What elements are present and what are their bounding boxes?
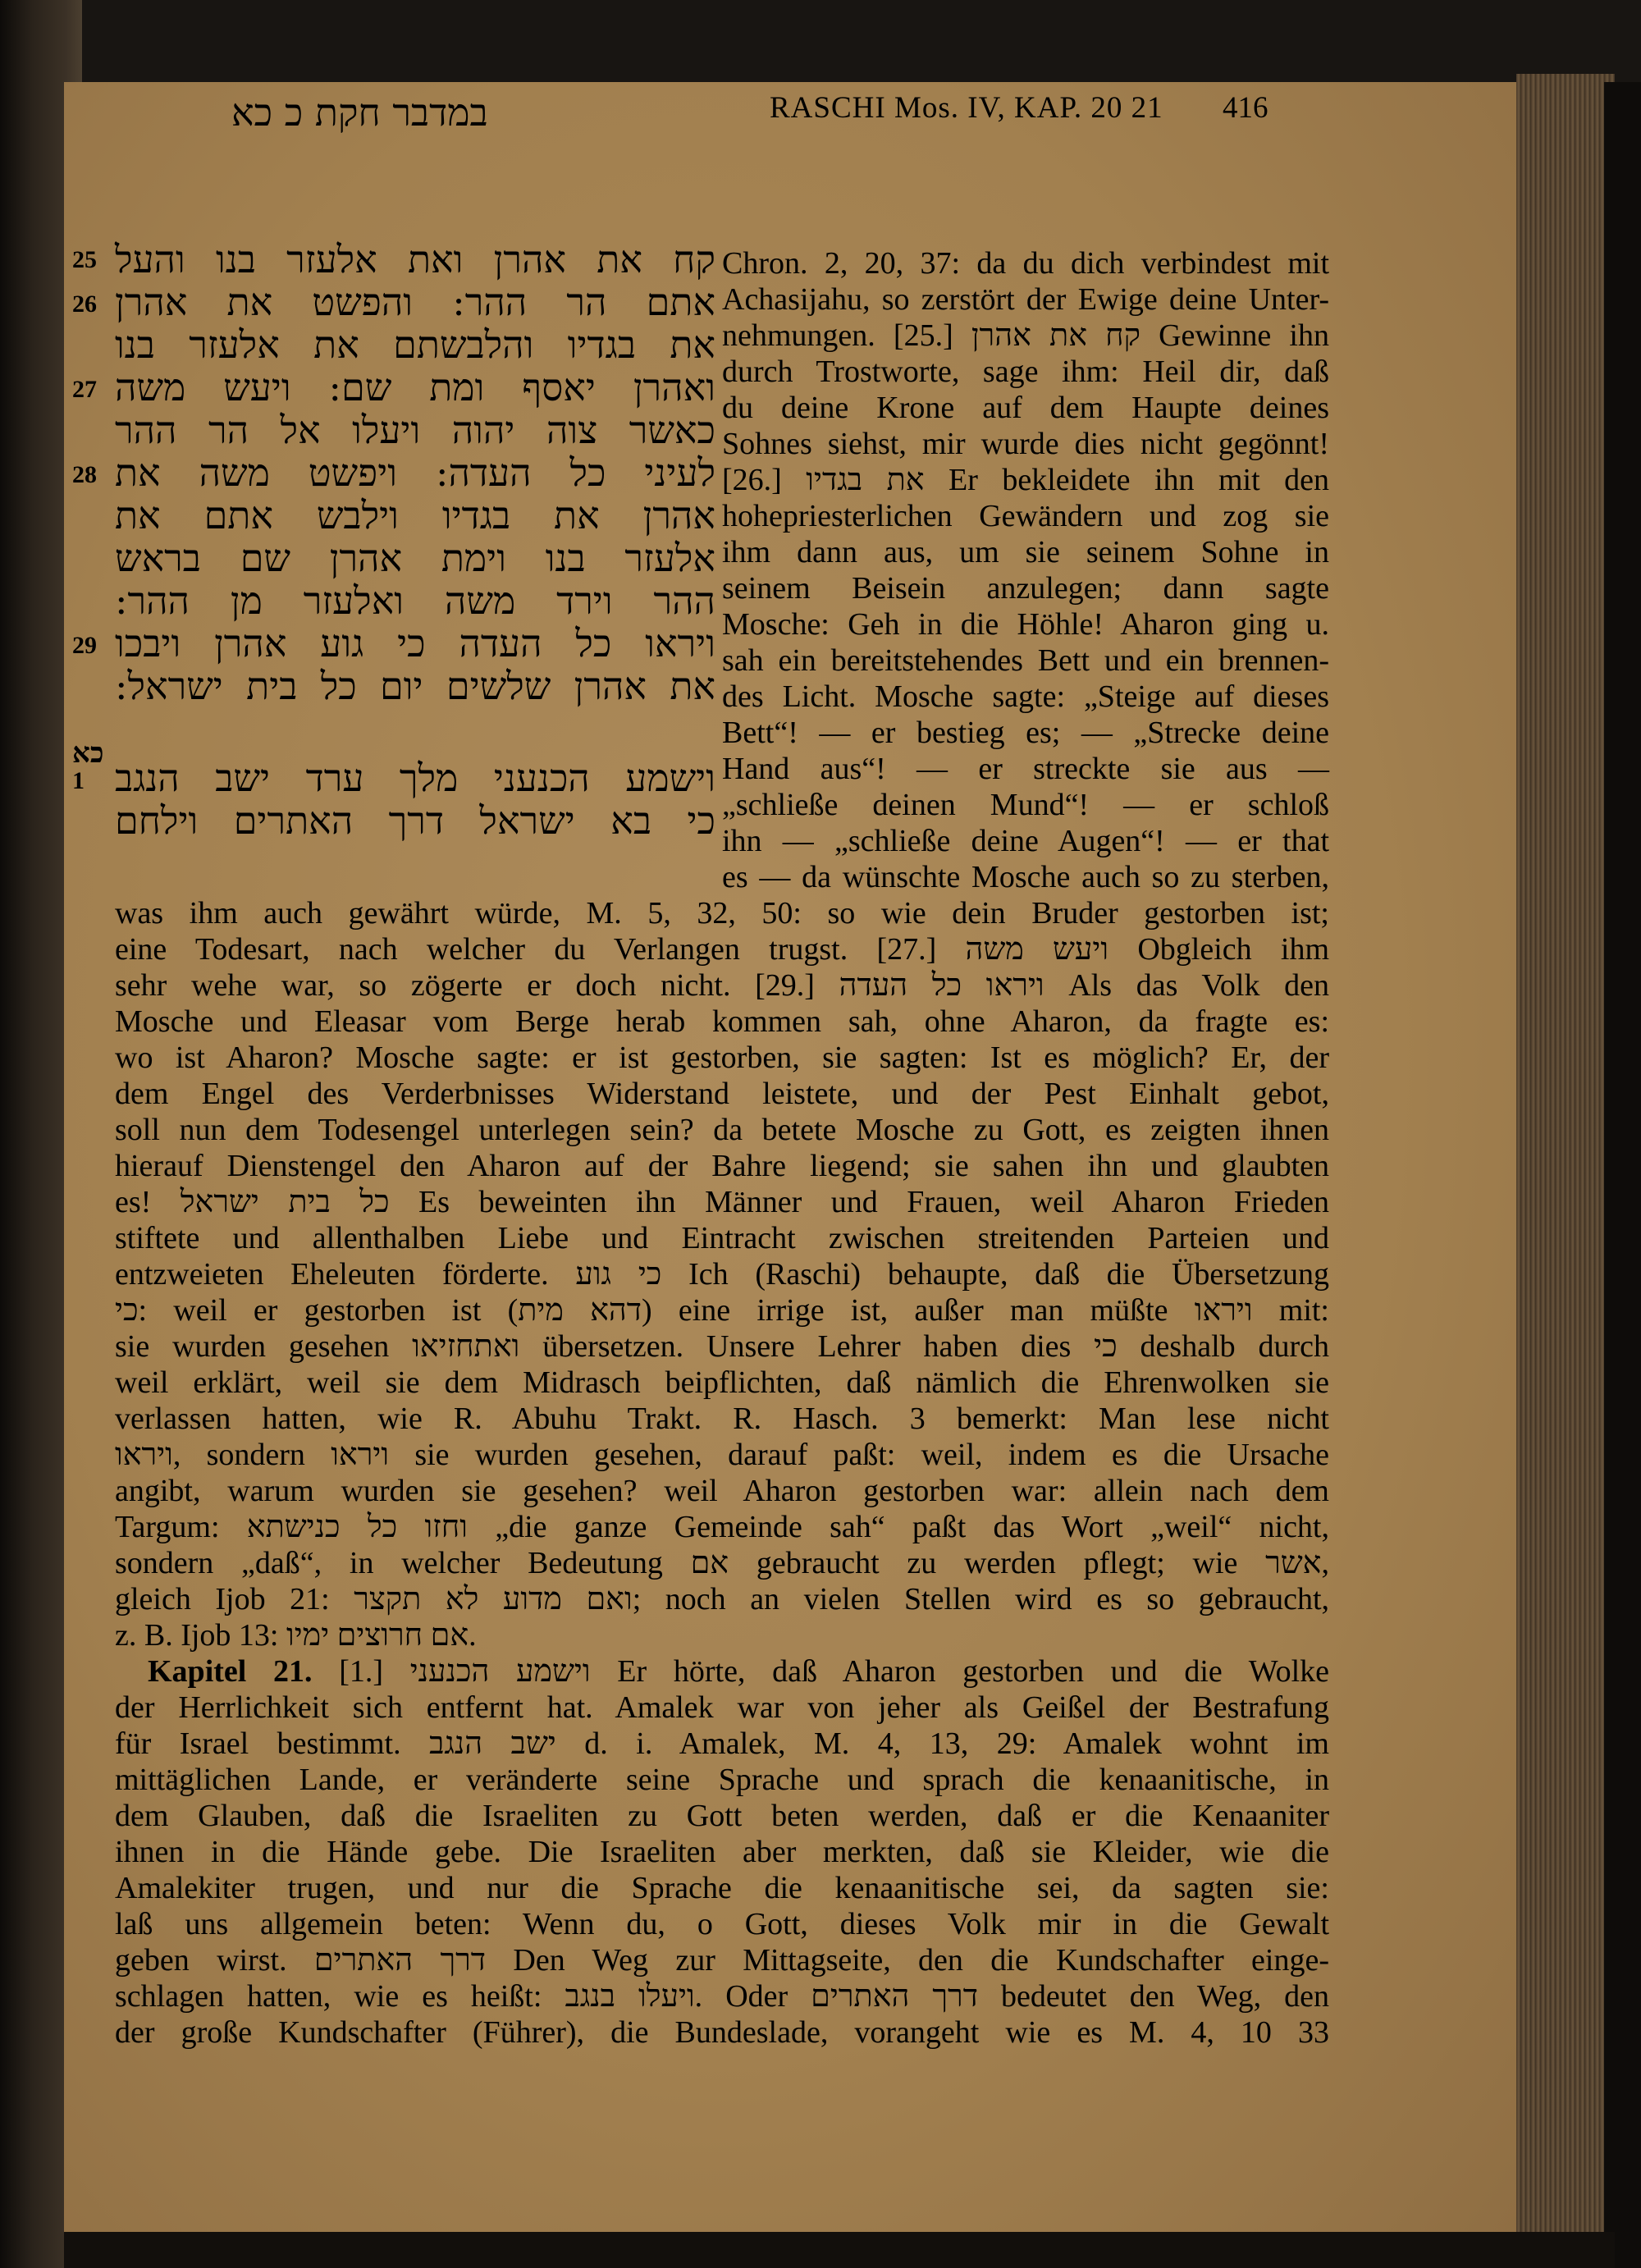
commentary-line: es! כל בית ישראל Es beweinten ihn Männer und Frauen, weil Aharon Frieden (115, 1185, 1329, 1219)
chapter-number-hebrew: כא (72, 738, 104, 769)
commentary-line: durch Trostworte, sage ihm: Heil dir, daß (722, 354, 1329, 389)
commentary-line: Sohnes siehst, mir wurde dies nicht gegönnt! (722, 427, 1329, 461)
hebrew-verse-line: כאשר צוה יהוה ויעלו אל הר ההר (115, 408, 715, 452)
kapitel-heading: Kapitel 21. (148, 1654, 313, 1689)
page-edges (1516, 74, 1615, 2240)
commentary-line: Chron. 2, 20, 37: da du dich verbindest mit (722, 246, 1329, 281)
running-header-title: RASCHI Mos. IV, KAP. 20 21 (770, 91, 1163, 125)
commentary-line: Mosche: Geh in die Höhle! Aharon ging u. (722, 607, 1329, 642)
commentary-line: Achasijahu, so zerstört der Ewige deine Unter- (722, 282, 1329, 317)
commentary-line: schlagen hatten, wie es heißt: ויעלו בנגב. Oder דרך האתרים bedeutet den Weg, den (115, 1979, 1329, 2014)
commentary-line: entzweieten Eheleuten förderte. כי גוע Ich (Raschi) behaupte, daß die Übersetzung (115, 1257, 1330, 1292)
commentary-line: sehr wehe war, so zögerte er doch nicht. [29.] ויראו כל העדה Als das Volk den (115, 968, 1330, 1003)
commentary-line: soll nun dem Todesengel unterlegen sein? da betete Mosche zu Gott, es zeigten ihnen (115, 1113, 1329, 1147)
hebrew-verse-line: ויראו כל העדה כי גוע אהרן ויבכו (115, 621, 715, 665)
commentary-line: hohepriesterlichen Gewändern und zog sie (722, 499, 1329, 533)
book-cover-edge (1604, 82, 1641, 2268)
kapitel-first-line-text: [1.] וישמע הכנעני Er hörte, daß Aharon gestorben und die Wolke (339, 1654, 1329, 1689)
commentary-line: was ihm auch gewährt würde, M. 5, 32, 50: so wie dein Bruder gestorben ist; (115, 896, 1329, 931)
commentary-line: seinem Beisein anzulegen; dann sagte (722, 571, 1329, 606)
commentary-line: dem Engel des Verderbnisses Widerstand leistete, und der Pest Einhalt gebot, (115, 1077, 1329, 1111)
commentary-line: ihm dann aus, um sie seinem Sohne in (722, 535, 1329, 569)
commentary-line: Hand aus“! — er streckte sie aus — (722, 752, 1329, 786)
commentary-line: du deine Krone auf dem Haupte deines (722, 391, 1329, 425)
commentary-line: der Herrlichkeit sich entfernt hat. Amalek war von jeher als Geißel der Bestrafung (115, 1690, 1329, 1725)
commentary-line: „schließe deinen Mund“! — er schloß (722, 788, 1329, 822)
commentary-line: Amalekiter trugen, und nur die Sprache die kenaanitische sei, da sagten sie: (115, 1871, 1329, 1905)
verse-number: 27 (72, 376, 97, 403)
verse-number: 26 (72, 290, 97, 318)
commentary-line: wo ist Aharon? Mosche sagte: er ist gestorben, sie sagten: Ist es möglich? Er, der (115, 1040, 1329, 1075)
running-header-hebrew: במדבר חקת כ כא (231, 90, 488, 135)
commentary-line: ויראו, sondern ויראו sie wurden gesehen, darauf paßt: weil, indem es die Ursache (115, 1438, 1329, 1472)
commentary-line: Bett“! — er bestieg es; — „Strecke deine (722, 716, 1329, 750)
hebrew-verse-line: אלעזר בנו וימת אהרן שם בראש (115, 536, 715, 580)
commentary-line: eine Todesart, nach welcher du Verlangen trugst. [27.] ויעש משה Obgleich ihm (115, 932, 1330, 967)
commentary-line: mittäglichen Lande, er veränderte seine Sprache und sprach die kenaanitische, in (115, 1763, 1329, 1797)
commentary-line: hierauf Dienstengel den Aharon auf der Bahre liegend; sie sahen ihn und glaubten (115, 1149, 1329, 1183)
bottom-shadow (64, 2232, 1615, 2268)
commentary-line: laß uns allgemein beten: Wenn du, o Gott, dieses Volk mir in die Gewalt (115, 1907, 1329, 1941)
hebrew-verse-line: אתם הר ההר: והפשט את אהרן (115, 280, 715, 324)
commentary-line: nehmungen. [25.] קח את אהרן Gewinne ihn (722, 318, 1329, 353)
verse-number: 28 (72, 461, 97, 488)
commentary-line: dem Glauben, daß die Israeliten zu Gott beten werden, daß er die Kenaaniter (115, 1799, 1329, 1833)
verse-number: 1 (72, 767, 85, 794)
commentary-line: verlassen hatten, wie R. Abuhu Trakt. R. Hasch. 3 bemerkt: Man lese nicht (115, 1401, 1329, 1436)
commentary-line: für Israel bestimmt. ישב הנגב d. i. Amalek, M. 4, 13, 29: Amalek wohnt im (115, 1726, 1329, 1761)
commentary-line: [26.] את בגדיו Er bekleidete ihn mit den (722, 463, 1329, 497)
hebrew-verse-line: את אהרן שלשים יום כל בית ישראל: (115, 664, 715, 708)
commentary-line: sondern „daß“, in welcher Bedeutung אם gebraucht zu werden pflegt; wie אשר, (115, 1546, 1329, 1580)
commentary-line: sah ein bereitstehendes Bett und ein brennen- (722, 643, 1329, 678)
hebrew-verse-line: קח את אהרן ואת אלעזר בנו והעל (115, 237, 715, 281)
page-number: 416 (1223, 91, 1268, 125)
verse-number: 29 (72, 632, 97, 659)
commentary-line: Mosche und Eleasar vom Berge herab kommen sah, ohne Aharon, da fragte es: (115, 1004, 1329, 1039)
commentary-line: des Licht. Mosche sagte: „Steige auf dieses (722, 679, 1329, 714)
commentary-line: כי: weil er gestorben ist (דהא מית) eine irrige ist, außer man müßte ויראו mit: (115, 1293, 1329, 1328)
commentary-line: geben wirst. דרך האתרים Den Weg zur Mittagseite, den die Kundschafter einge- (115, 1943, 1330, 1978)
hebrew-verse-line: את בגדיו והלבשתם את אלעזר בנו (115, 322, 715, 367)
hebrew-verse-line: ההר וירד משה ואלעזר מן ההר: (115, 578, 715, 623)
verse-number: 25 (72, 246, 97, 273)
commentary-line: stiftete und allenthalben Liebe und Eintracht zwischen streitenden Parteien und (115, 1221, 1329, 1255)
commentary-line: weil erklärt, weil sie dem Midrasch beipflichten, daß nämlich die Ehrenwolken sie (115, 1365, 1329, 1400)
commentary-line: gleich Ijob 21: ואם מדוע לא תקצר; noch an vielen Stellen wird es so gebraucht, (115, 1582, 1329, 1616)
hebrew-verse-line: לעיני כל העדה: ויפשט משה את (115, 450, 715, 495)
commentary-line: der große Kundschafter (Führer), die Bundeslade, vorangeht wie es M. 4, 10 33 (115, 2015, 1329, 2050)
commentary-line: es — da wünschte Mosche auch so zu sterben, (722, 860, 1329, 894)
hebrew-verse-line: אהרן את בגדיו וילבש אתם את (115, 493, 715, 537)
commentary-line: z. B. Ijob 13: אם חרוצים ימיו. (115, 1618, 477, 1653)
kapitel-first-line (148, 1656, 1329, 1687)
commentary-line: sie wurden gesehen ואתחזיאו übersetzen. Unsere Lehrer haben dies כי deshalb durch (115, 1329, 1329, 1364)
commentary-line: ihn — „schließe deine Augen“! — er that (722, 824, 1329, 858)
commentary-line: ihnen in die Hände gebe. Die Israeliten aber merkten, daß sie Kleider, wie die (115, 1835, 1329, 1869)
commentary-line: angibt, warum wurden sie gesehen? weil Aharon gestorben war: allein nach dem (115, 1474, 1329, 1508)
commentary-line: Targum: וחזו כל כנישתא „die ganze Gemeinde sah“ paßt das Wort „weil“ nicht, (115, 1510, 1329, 1544)
hebrew-verse-line: כי בא ישראל דרך האתרים וילחם (115, 798, 715, 843)
hebrew-verse-line: ואהרן יאסף ומת שם: ויעש משה (115, 365, 715, 409)
hebrew-verse-line: וישמע הכנעני מלך ערד ישב הנגב (115, 756, 715, 800)
